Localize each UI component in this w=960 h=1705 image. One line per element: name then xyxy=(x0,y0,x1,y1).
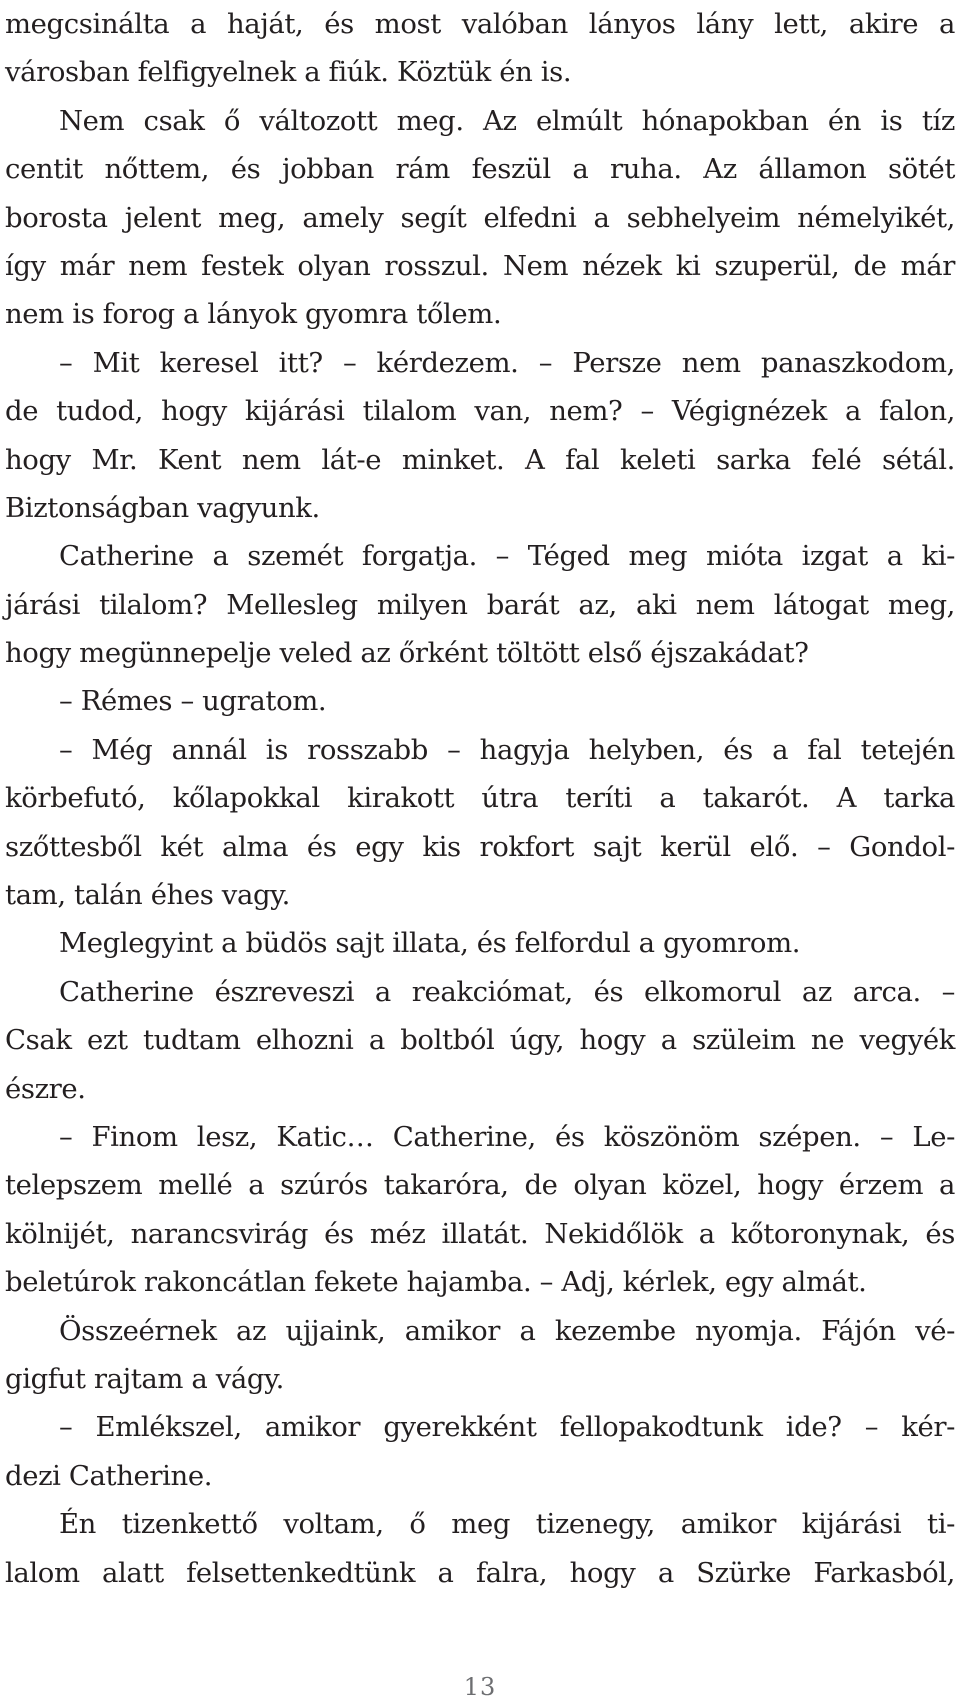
text-line: megcsinálta a haját, és most valóban lányos lány lett, akire a xyxy=(5,8,955,40)
text-line: Nem csak ő változott meg. Az elmúlt hónapokban én is tíz xyxy=(59,104,955,137)
text-line: Catherine a szemét forgatja. – Téged meg mióta izgat a ki- xyxy=(59,540,955,573)
text-line: – Rémes – ugratom. xyxy=(59,685,327,718)
text-line: Összeérnek az ujjaink, amikor a kezembe nyomja. Fájón vé- xyxy=(59,1314,955,1347)
text-line: Csak ezt tudtam elhozni a boltból úgy, hogy a szüleim ne vegyék xyxy=(5,1024,955,1057)
text-line: városban felfigyelnek a fiúk. Köztük én is. xyxy=(5,56,572,89)
page-number: 13 xyxy=(463,1673,497,1701)
text-line: centit nőttem, és jobban rám feszül a ruha. Az államon sötét xyxy=(5,153,955,186)
text-line: körbefutó, kőlapokkal kirakott útra teríti a takarót. A tarka xyxy=(5,782,955,815)
text-line: hogy Mr. Kent nem lát-e minket. A fal keleti sarka felé sétál. xyxy=(5,443,955,476)
text-line: gigfut rajtam a vágy. xyxy=(5,1362,284,1395)
text-line: telepszem mellé a szúrós takaróra, de olyan közel, hogy érzem a xyxy=(5,1169,955,1202)
text-line: így már nem festek olyan rosszul. Nem nézek ki szuperül, de már xyxy=(5,249,955,282)
text-line: Meglegyint a büdös sajt illata, és felfordul a gyomrom. xyxy=(59,927,801,960)
text-line: lalom alatt felsettenkedtünk a falra, hogy a Szürke Farkasból, xyxy=(5,1556,955,1589)
text-line: kölnijét, narancsvirág és méz illatát. Nekidőlök a kőtoronynak, és xyxy=(5,1217,955,1250)
text-line: Biztonságban vagyunk. xyxy=(5,491,320,524)
text-line: borosta jelent meg, amely segít elfedni a sebhelyeim némelyikét, xyxy=(5,201,955,234)
text-line: de tudod, hogy kijárási tilalom van, nem? – Végignézek a falon, xyxy=(5,395,955,428)
text-line: Catherine észreveszi a reakciómat, és elkomorul az arca. – xyxy=(59,975,955,1008)
text-line: – Még annál is rosszabb – hagyja helyben, és a fal tetején xyxy=(59,733,955,766)
text-line: – Emlékszel, amikor gyerekként fellopakodtunk ide? – kér- xyxy=(59,1411,955,1444)
body-text xyxy=(5,0,955,1597)
text-line: – Finom lesz, Katic… Catherine, és köszönöm szépen. – Le- xyxy=(59,1120,955,1153)
text-line: beletúrok rakoncátlan fekete hajamba. – Adj, kérlek, egy almát. xyxy=(5,1266,867,1299)
text-line: hogy megünnepelje veled az őrként töltött első éjszakádat? xyxy=(5,637,809,670)
text-line: járási tilalom? Mellesleg milyen barát az, aki nem látogat meg, xyxy=(5,588,955,621)
text-line: dezi Catherine. xyxy=(5,1459,213,1492)
text-line: – Mit keresel itt? – kérdezem. – Persze nem panaszkodom, xyxy=(59,346,955,379)
text-line: szőttesből két alma és egy kis rokfort sajt kerül elő. – Gondol- xyxy=(5,830,955,863)
text-line: észre. xyxy=(5,1072,86,1105)
text-line: Én tizenkettő voltam, ő meg tizenegy, amikor kijárási ti- xyxy=(59,1508,955,1541)
text-line: nem is forog a lányok gyomra tőlem. xyxy=(5,298,502,331)
text-line: tam, talán éhes vagy. xyxy=(5,879,290,912)
